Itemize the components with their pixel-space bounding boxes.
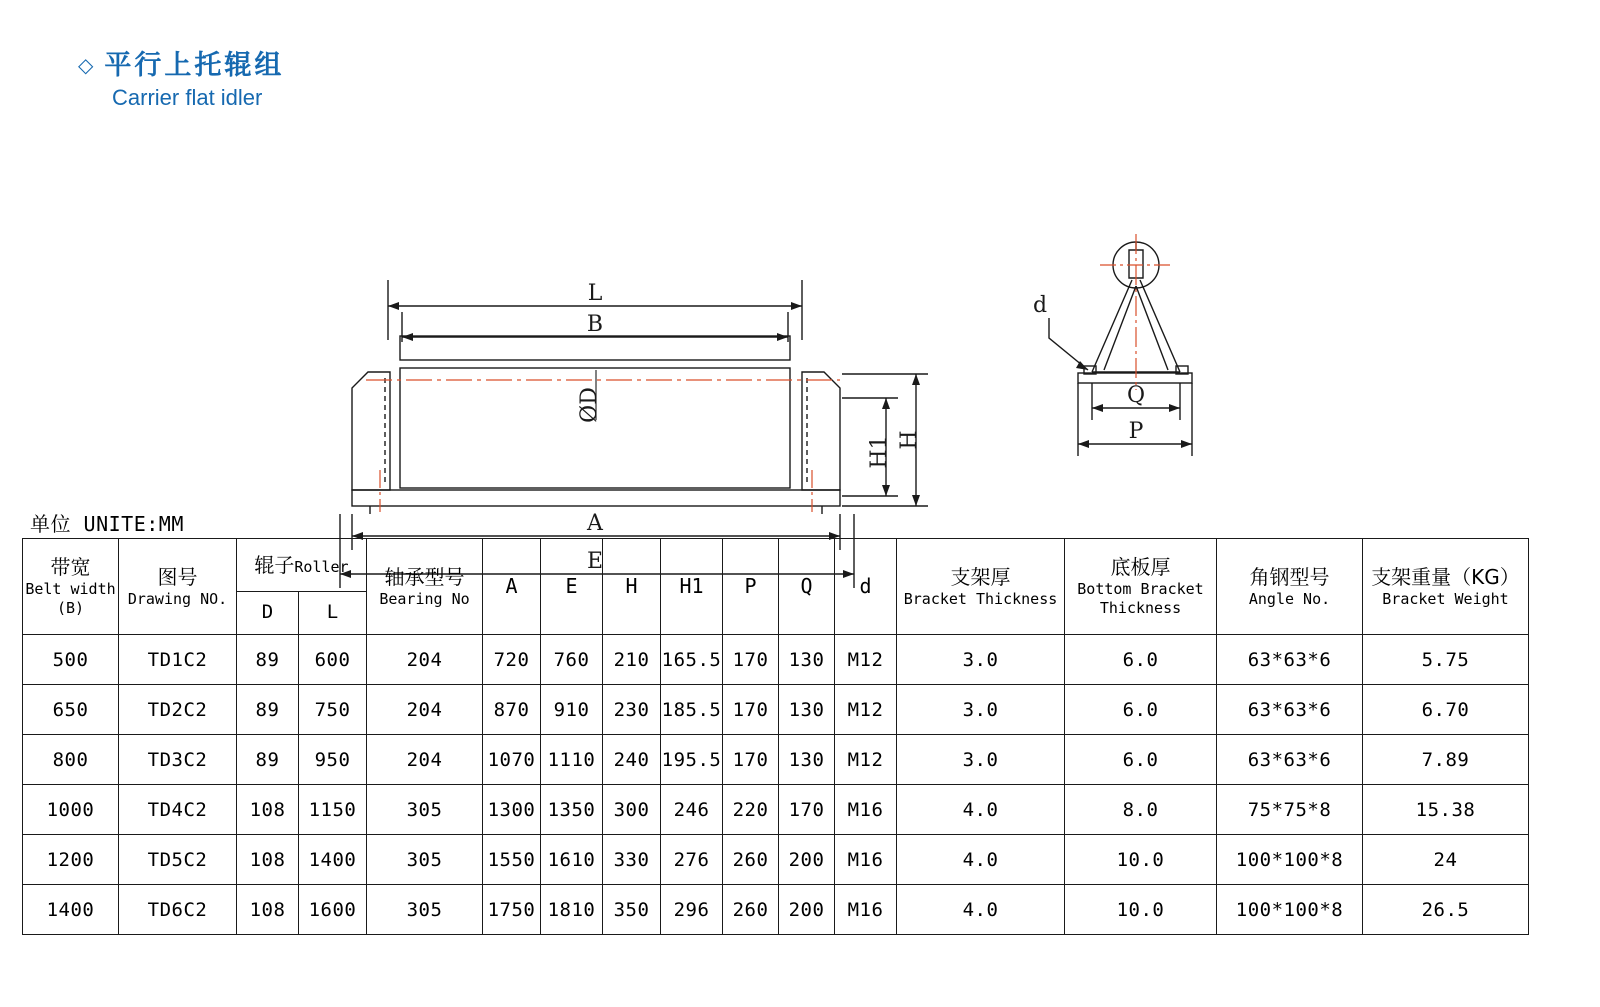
cell-H1: 246 [661, 785, 723, 835]
cell-roller-d: 108 [237, 835, 299, 885]
table-head [23, 539, 1529, 635]
th-P: P [723, 539, 779, 635]
th-roller-l: L [299, 592, 367, 635]
cell-H: 300 [603, 785, 661, 835]
th-roller-group [237, 539, 367, 592]
th-bottom-bracket-en: Bottom Bracket Thickness [1077, 580, 1204, 617]
cell-roller-l: 750 [299, 685, 367, 735]
cell-Q: 200 [779, 835, 835, 885]
cell-d: M12 [835, 685, 897, 735]
table-header-row-1 [23, 539, 1529, 592]
th-bearing-no [367, 539, 483, 635]
cell-Q: 130 [779, 735, 835, 785]
spec-table-container [22, 538, 1528, 935]
unit-note: 单位 UNITE:MM [30, 512, 184, 536]
cell-drawing-no: TD5C2 [119, 835, 237, 885]
table-row [23, 885, 1529, 935]
cell-d: M16 [835, 885, 897, 935]
cell-bearing-no: 204 [367, 685, 483, 735]
cell-Q: 170 [779, 785, 835, 835]
cell-bottom-bracket-thickness: 6.0 [1065, 685, 1217, 735]
th-bottom-bracket-thickness [1065, 539, 1217, 635]
spec-table [22, 538, 1529, 935]
cell-E: 1110 [541, 735, 603, 785]
th-angle-no [1217, 539, 1363, 635]
table-row [23, 635, 1529, 685]
cell-Q: 130 [779, 685, 835, 735]
cell-H1: 165.5 [661, 635, 723, 685]
cell-d: M12 [835, 635, 897, 685]
cell-bracket-weight: 15.38 [1363, 785, 1529, 835]
dim-label-B: B [586, 312, 604, 337]
cell-H1: 276 [661, 835, 723, 885]
dim-label-E: E [586, 549, 604, 574]
cell-angle-no: 63*63*6 [1217, 635, 1363, 685]
diamond-icon: ◇ [78, 55, 97, 77]
th-belt-width-sym: (B) [56, 599, 85, 617]
roller-body [400, 368, 790, 488]
cell-bottom-bracket-thickness: 6.0 [1065, 635, 1217, 685]
th-bearing-no-cn: 轴承型号 [384, 564, 465, 589]
cell-bracket-thickness: 3.0 [897, 735, 1065, 785]
cell-roller-d: 89 [237, 685, 299, 735]
dim-label-H1: H1 [867, 435, 892, 469]
cell-P: 260 [723, 835, 779, 885]
th-belt-width [23, 539, 119, 635]
cell-bearing-no: 204 [367, 735, 483, 785]
dim-label-L: L [587, 281, 603, 306]
cell-belt-width: 500 [23, 635, 119, 685]
th-bracket-thickness-cn: 支架厚 [950, 564, 1011, 589]
cell-bracket-weight: 6.70 [1363, 685, 1529, 735]
dim-label-A: A [587, 511, 603, 536]
cell-P: 170 [723, 735, 779, 785]
cell-roller-l: 1400 [299, 835, 367, 885]
th-angle-no-en: Angle No. [1248, 589, 1331, 608]
th-drawing-no-en: Drawing NO. [127, 589, 228, 608]
dim-label-d: d [1032, 293, 1048, 318]
cell-E: 1350 [541, 785, 603, 835]
cell-E: 760 [541, 635, 603, 685]
cell-bottom-bracket-thickness: 6.0 [1065, 735, 1217, 785]
cell-Q: 200 [779, 885, 835, 935]
dim-label-Q: Q [1126, 383, 1146, 408]
th-A: A [483, 539, 541, 635]
cell-roller-l: 1600 [299, 885, 367, 935]
dim-label-diameter: ØD [577, 387, 602, 423]
cell-P: 170 [723, 635, 779, 685]
cell-belt-width: 1400 [23, 885, 119, 935]
cell-belt-width: 1000 [23, 785, 119, 835]
cell-roller-d: 89 [237, 635, 299, 685]
cell-drawing-no: TD4C2 [119, 785, 237, 835]
cell-A: 1070 [483, 735, 541, 785]
cell-drawing-no: TD1C2 [119, 635, 237, 685]
th-belt-width-cn: 带宽 [50, 555, 91, 580]
cell-roller-d: 108 [237, 885, 299, 935]
table-body [23, 635, 1529, 935]
cell-H: 230 [603, 685, 661, 735]
th-roller-en: Roller [294, 557, 349, 576]
th-drawing-no [119, 539, 237, 635]
cell-bracket-thickness: 3.0 [897, 635, 1065, 685]
cell-drawing-no: TD3C2 [119, 735, 237, 785]
cell-roller-d: 108 [237, 785, 299, 835]
cell-bracket-thickness: 4.0 [897, 885, 1065, 935]
page-title [78, 48, 284, 113]
th-H: H [603, 539, 661, 635]
cell-bracket-weight: 26.5 [1363, 885, 1529, 935]
cell-bracket-thickness: 4.0 [897, 785, 1065, 835]
cell-Q: 130 [779, 635, 835, 685]
cell-H: 240 [603, 735, 661, 785]
cell-belt-width: 650 [23, 685, 119, 735]
cell-roller-l: 600 [299, 635, 367, 685]
cell-P: 220 [723, 785, 779, 835]
title-english: Carrier flat idler [112, 85, 263, 110]
cell-bearing-no: 305 [367, 785, 483, 835]
cell-angle-no: 100*100*8 [1217, 885, 1363, 935]
cell-drawing-no: TD6C2 [119, 885, 237, 935]
dim-label-H: H [897, 430, 922, 450]
th-roller-d: D [237, 592, 299, 635]
cell-A: 720 [483, 635, 541, 685]
cell-A: 1750 [483, 885, 541, 935]
th-angle-no-cn: 角钢型号 [1249, 564, 1330, 589]
cell-H: 210 [603, 635, 661, 685]
cell-bracket-weight: 24 [1363, 835, 1529, 885]
cell-H: 350 [603, 885, 661, 935]
th-roller-cn: 辊子 [254, 552, 295, 577]
cell-A: 1550 [483, 835, 541, 885]
th-Q: Q [779, 539, 835, 635]
cell-bracket-thickness: 3.0 [897, 685, 1065, 735]
title-chinese-text: 平行上托辊组 [104, 50, 285, 80]
cell-E: 910 [541, 685, 603, 735]
th-bracket-weight [1363, 539, 1529, 635]
cell-H1: 296 [661, 885, 723, 935]
th-bracket-weight-en: Bracket Weight [1382, 589, 1509, 608]
cell-bracket-weight: 7.89 [1363, 735, 1529, 785]
cell-E: 1810 [541, 885, 603, 935]
th-bottom-bracket-cn: 底板厚 [1110, 555, 1171, 580]
cell-angle-no: 63*63*6 [1217, 685, 1363, 735]
cell-A: 1300 [483, 785, 541, 835]
th-d: d [835, 539, 897, 635]
cell-H: 330 [603, 835, 661, 885]
cell-bearing-no: 305 [367, 885, 483, 935]
th-bracket-thickness-en: Bracket Thickness [903, 589, 1058, 608]
cell-d: M16 [835, 785, 897, 835]
cell-d: M16 [835, 835, 897, 885]
cell-bearing-no: 305 [367, 835, 483, 885]
cell-belt-width: 1200 [23, 835, 119, 885]
cell-bracket-thickness: 4.0 [897, 835, 1065, 885]
cell-H1: 195.5 [661, 735, 723, 785]
cell-A: 870 [483, 685, 541, 735]
cell-roller-d: 89 [237, 735, 299, 785]
cell-angle-no: 75*75*8 [1217, 785, 1363, 835]
th-H1: H1 [661, 539, 723, 635]
cell-bottom-bracket-thickness: 10.0 [1065, 885, 1217, 935]
cell-belt-width: 800 [23, 735, 119, 785]
cell-roller-l: 1150 [299, 785, 367, 835]
cell-P: 260 [723, 885, 779, 935]
dim-label-P: P [1128, 419, 1144, 444]
cell-P: 170 [723, 685, 779, 735]
cell-E: 1610 [541, 835, 603, 885]
th-belt-width-en: Belt width [25, 580, 116, 599]
table-row [23, 835, 1529, 885]
cell-bracket-weight: 5.75 [1363, 635, 1529, 685]
cell-angle-no: 63*63*6 [1217, 735, 1363, 785]
leader-d [1049, 318, 1088, 370]
cell-bearing-no: 204 [367, 635, 483, 685]
th-drawing-no-cn: 图号 [157, 564, 198, 589]
cell-bottom-bracket-thickness: 8.0 [1065, 785, 1217, 835]
roller-top-band [400, 336, 790, 360]
cell-angle-no: 100*100*8 [1217, 835, 1363, 885]
th-E: E [541, 539, 603, 635]
cell-roller-l: 950 [299, 735, 367, 785]
th-bracket-weight-cn: 支架重量（KG） [1371, 564, 1520, 589]
cell-H1: 185.5 [661, 685, 723, 735]
cell-bottom-bracket-thickness: 10.0 [1065, 835, 1217, 885]
th-bracket-thickness [897, 539, 1065, 635]
th-bearing-no-en: Bearing No [379, 589, 470, 608]
cell-drawing-no: TD2C2 [119, 685, 237, 735]
table-row [23, 685, 1529, 735]
base-plate [352, 490, 840, 506]
title-chinese [78, 48, 284, 83]
table-row [23, 735, 1529, 785]
table-row [23, 785, 1529, 835]
cell-d: M12 [835, 735, 897, 785]
